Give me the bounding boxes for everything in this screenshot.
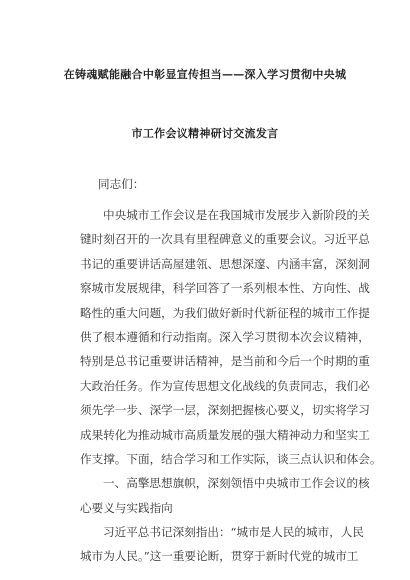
section-heading-line: 一、高擎思想旗帜，深刻领悟中央城市工作会议的核 — [103, 476, 370, 491]
section-heading-line: 心要义与实践指向 — [80, 500, 173, 515]
body-line: 中央城市工作会议是在我国城市发展步入新阶段的关 — [103, 208, 370, 222]
body-line: 供了根本遵循和行动指南。深入学习贯彻本次会议精神， — [80, 329, 370, 344]
salutation: 同志们： — [98, 177, 145, 191]
body-line: 习近平总书记深刻指出：“城市是人民的城市，人民 — [103, 525, 364, 540]
body-line: 成果转化为推动城市高质量发展的强大精神动力和坚实工 — [80, 427, 370, 442]
body-line: 察城市发展规律，科学回答了一系列根本性、方向性、战 — [80, 281, 370, 296]
body-line: 书记的重要讲话高屋建瓴、思想深邃、内涵丰富，深刻洞 — [80, 256, 370, 271]
body-line: 键时刻召开的一次具有里程碑意义的重要会议。习近平总 — [80, 232, 370, 247]
body-line: 略性的重大问题，为我们做好新时代新征程的城市工作提 — [80, 305, 370, 320]
body-line: 作支撑。下面，结合学习和工作实际，谈三点认识和体会。 — [80, 451, 382, 466]
document-title-line-1: 在铸魂赋能融合中彰显宣传担当——深入学习贯彻中央城 — [63, 68, 347, 81]
body-line: 须先学一步、深学一层，深刻把握核心要义，切实将学习 — [80, 403, 370, 418]
body-line: 城市为人民。”这一重要论断，贯穿于新时代党的城市工 — [80, 549, 359, 564]
body-line: 大政治任务。作为宣传思想文化战线的负责同志，我们必 — [80, 378, 370, 393]
document-body — [80, 203, 382, 569]
body-line: 特别是总书记重要讲话精神，是当前和今后一个时期的重 — [80, 354, 370, 369]
document-title-line-2: 市工作会议精神研讨交流发言 — [131, 127, 279, 140]
